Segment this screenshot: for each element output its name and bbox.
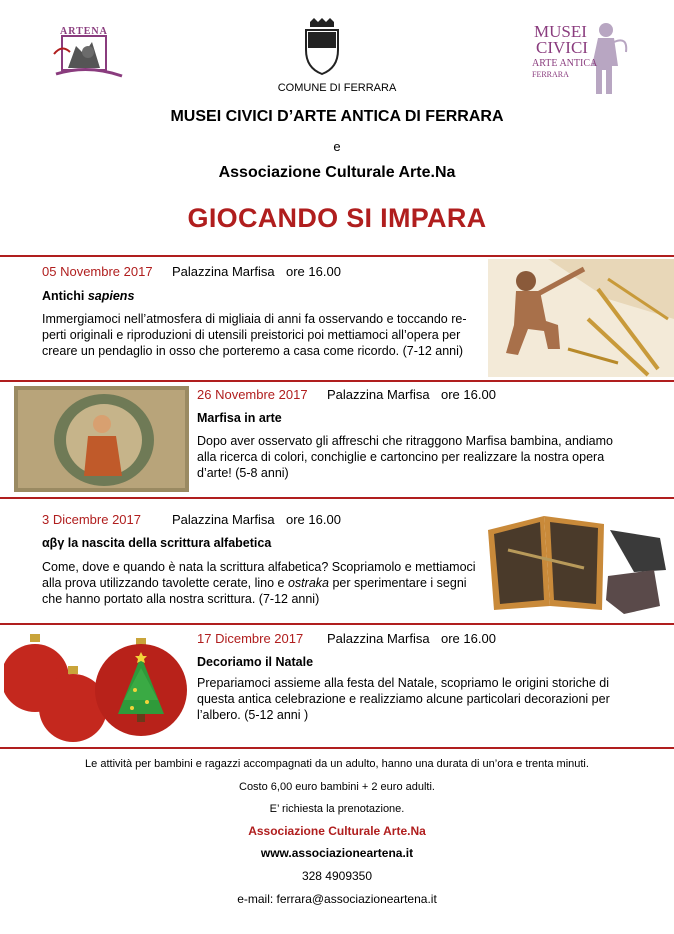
event-4-desc-1: Prepariamoci assieme alla festa del Natale, scopriamo le origini storiche di <box>197 676 609 690</box>
museum-name: MUSEI CIVICI D’ARTE ANTICA DI FERRARA <box>170 108 504 125</box>
musei-logo-line2: CIVICI <box>536 38 588 57</box>
event-2-title: Marfisa in arte <box>197 411 282 425</box>
footer-org-name: Associazione Culturale Arte.Na <box>248 824 426 838</box>
section-divider <box>0 380 674 382</box>
artena-logo <box>52 24 124 82</box>
event-4-date: 17 Dicembre 2017 <box>197 631 304 646</box>
page-title: GIOCANDO SI IMPARA <box>187 203 487 233</box>
website-link[interactable]: www.associazioneartena.it <box>260 846 414 860</box>
event-1-title <box>42 289 134 303</box>
musei-logo-line1: MUSEI <box>534 22 587 41</box>
event-3-place: Palazzina Marfisa <box>172 512 275 527</box>
marfisa-fresco-image <box>14 386 189 492</box>
association-name: Associazione Culturale Arte.Na <box>218 164 456 181</box>
event-3-desc-3: che hanno portato alla nostra scrittura. (7-12 anni) <box>42 592 320 606</box>
event-1-time: ore 16.00 <box>286 264 341 279</box>
event-1-title-b: sapiens <box>87 289 135 303</box>
event-1-desc-2: perti originali e riproduzioni di utensili preistorici poi mettiamoci all’opera per <box>42 328 461 342</box>
phone-number: 328 4909350 <box>301 869 373 883</box>
connector-text: e <box>333 139 341 154</box>
musei-logo-line3: ARTE ANTICA <box>532 58 598 69</box>
event-3-desc-2c: per sperimentare i segni <box>328 576 467 590</box>
event-1-place: Palazzina Marfisa <box>172 264 275 279</box>
christmas-ornaments-image <box>4 630 190 746</box>
event-2-date: 26 Novembre 2017 <box>197 387 308 402</box>
event-3-time: ore 16.00 <box>286 512 341 527</box>
event-1-title-a: Antichi <box>42 289 88 303</box>
event-1-desc-3: creare un pendaglio in osso che porteremo a casa come ricordo. (7-12 anni) <box>42 344 464 358</box>
event-2-time: ore 16.00 <box>441 387 496 402</box>
event-2-place: Palazzina Marfisa <box>327 387 430 402</box>
event-3-desc-2 <box>42 576 467 592</box>
activity-note: Le attività per bambini e ragazzi accompagnati da un adulto, hanno una durata di un’ora e trenta minuti. <box>85 758 589 770</box>
event-2-desc-2: alla ricerca di colori, conchiglie e cartoncino per realizzare la nostra opera <box>197 450 605 464</box>
artena-logo-text: ARTENA <box>60 26 108 37</box>
event-2-desc-1: Dopo aver osservato gli affreschi che ritraggono Marfisa bambina, andiamo <box>197 434 613 448</box>
musei-logo-line4: FERRARA <box>532 70 569 79</box>
event-4-title: Decoriamo il Natale <box>197 655 314 669</box>
ferrara-coat-of-arms-icon <box>302 18 342 76</box>
event-4-desc-2: questa antica celebrazione e realizziamo alcune particolari decorazioni per <box>197 692 610 706</box>
email-contact[interactable]: e-mail: ferrara@associazioneartena.it <box>237 892 437 906</box>
section-divider <box>0 747 674 749</box>
booking-info: E’ richiesta la prenotazione. <box>269 803 405 815</box>
wax-tablets-image <box>484 510 670 616</box>
event-3-desc-1: Come, dove e quando è nata la scrittura alfabetica? Scopriamolo e mettiamoci <box>42 560 476 574</box>
section-divider <box>0 623 674 625</box>
musei-civici-logo <box>528 18 638 98</box>
event-4-place: Palazzina Marfisa <box>327 631 430 646</box>
cost-info: Costo 6,00 euro bambini + 2 euro adulti. <box>239 781 435 793</box>
event-3-title: αβγ la nascita della scrittura alfabetica <box>42 536 272 550</box>
section-divider <box>0 255 674 257</box>
prehistoric-man-image <box>488 259 674 377</box>
event-4-desc-3: l’albero. (5-12 anni ) <box>197 708 309 722</box>
event-3-desc-2a: alla prova utilizzando tavolette cerate, lino e <box>42 576 288 590</box>
event-3-desc-2b: ostraka <box>287 576 329 590</box>
comune-label: COMUNE DI FERRARA <box>277 82 397 94</box>
event-2-desc-3: d’arte! (5-8 anni) <box>197 466 289 480</box>
event-3-date: 3 Dicembre 2017 <box>42 512 141 527</box>
section-divider <box>0 497 674 499</box>
event-1-date: 05 Novembre 2017 <box>42 264 153 279</box>
event-4-time: ore 16.00 <box>441 631 496 646</box>
event-1-desc-1: Immergiamoci nell’atmosfera di migliaia di anni fa osservando e toccando re- <box>42 312 467 326</box>
